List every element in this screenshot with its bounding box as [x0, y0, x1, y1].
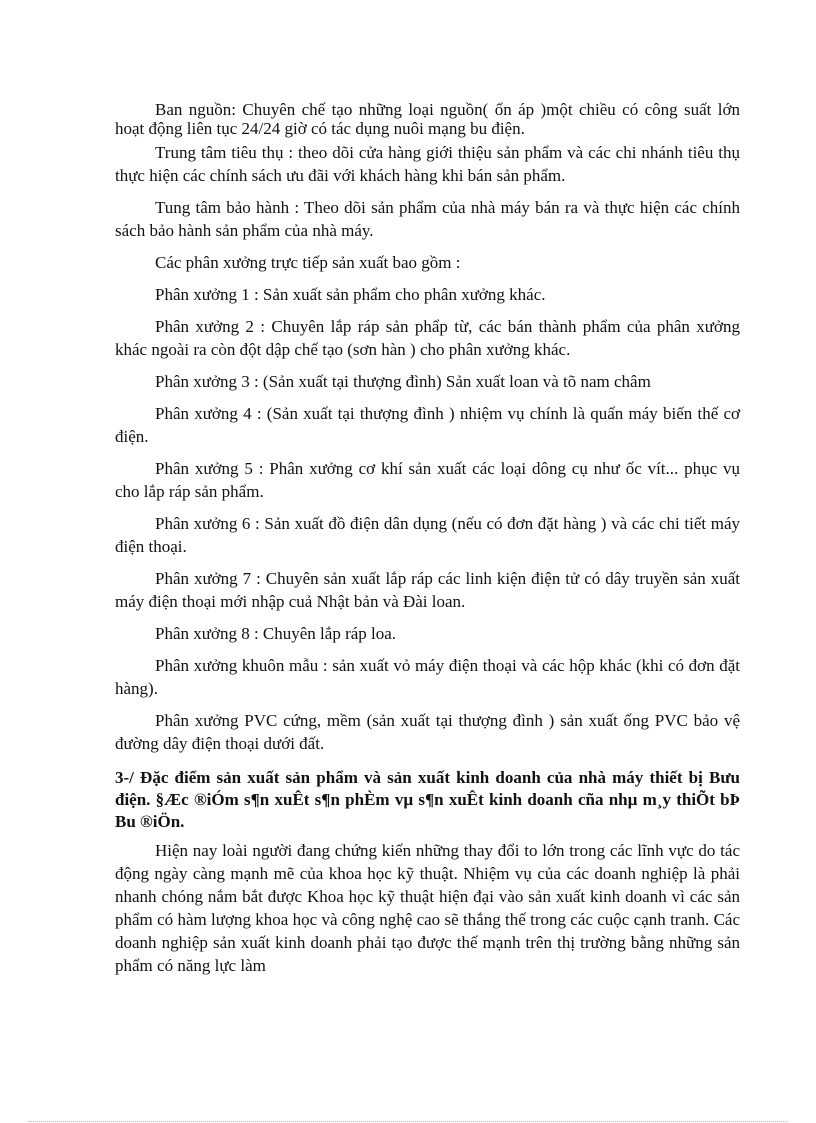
- paragraph-trung-tam-bao-hanh: Tung tâm bảo hành : Theo dõi sản phẩm của nhà máy bán ra và thực hiện các chính sách bảo hành sản phẩm của nhà máy.: [115, 198, 740, 240]
- paragraph-trung-tam-tieu-thu: Trung tâm tiêu thụ : theo dõi cửa hàng giới thiệu sản phẩm và các chi nhánh tiêu thụ thực hiện các chính sách ưu đãi với khách hàng khi bán sản phẩm.: [115, 143, 740, 185]
- paragraph-phan-xuong-3: Phân xưởng 3 : (Sản xuất tại thượng đình) Sản xuất loan và tõ nam châm: [155, 372, 651, 391]
- page-bottom-divider: [28, 1121, 788, 1122]
- document-page: [115, 100, 740, 986]
- paragraph-phan-xuong-6: Phân xưởng 6 : Sản xuất đồ điện dân dụng (nếu có đơn đặt hàng ) và các chi tiết máy điện thoại.: [115, 514, 740, 556]
- paragraph-phan-xuong-4: Phân xưởng 4 : (Sản xuất tại thượng đình ) nhiệm vụ chính là quấn máy biến thế cơ điện.: [115, 404, 740, 446]
- paragraph-phan-xuong-khuon-mau: Phân xưởng khuôn mẫu : sản xuất vỏ máy điện thoại và các hộp khác (khi có đơn đặt hàng).: [115, 656, 740, 698]
- paragraph-phan-xuong-7: Phân xưởng 7 : Chuyên sản xuất lắp ráp các linh kiện điện tử có dây truyền sản xuất máy điện thoại mới nhập cuả Nhật bản và Đài loan.: [115, 569, 740, 611]
- paragraph-phan-xuong-2: Phân xưởng 2 : Chuyên lắp ráp sản phẩp từ, các bán thành phẩm của phân xưởng khác ngoài ra còn đột dập chế tạo (sơn hàn ) cho phân xưởng khác.: [115, 317, 740, 359]
- paragraph-closing: Hiện nay loài người đang chứng kiến những thay đổi to lớn trong các lĩnh vực do tác động ngày càng mạnh mẽ của khoa học kỹ thuật. Nhiệm vụ của các doanh nghiệp là phải nhanh chóng nắm bắt được Khoa học kỹ thuật hiện đại vào sản xuất kinh doanh vì các sản phẩm có hàm lượng khoa học và công nghệ cao sẽ thắng thế trong các cuộc cạnh tranh. Các doanh nghiệp sản xuất kinh doanh phải tạo được thế mạnh trên thị trường bằng những sản phẩm có năng lực làm: [115, 841, 740, 975]
- section-heading: 3-/ Đặc điểm sản xuất sản phẩm và sản xuất kinh doanh của nhà máy thiết bị Bưu điện. §Æc ®iÓm s¶n xuÊt s¶n phÈm vµ s¶n xuÊt kinh doanh cña nhµ m¸y thiÕt bÞ Bu ®iÖn.: [115, 768, 740, 831]
- paragraph-phan-xuong-1: Phân xưởng 1 : Sản xuất sản phẩm cho phân xưởng khác.: [155, 285, 546, 304]
- paragraph-phan-xuong-5: Phân xưởng 5 : Phân xưởng cơ khí sản xuất các loại dông cụ như ốc vít... phục vụ cho lắp ráp sản phẩm.: [115, 459, 740, 501]
- paragraph-phan-xuong-pvc: Phân xưởng PVC cứng, mềm (sản xuất tại thượng đình ) sản xuất ống PVC bảo vệ đường dây điện thoại dưới đất.: [115, 711, 740, 753]
- paragraph-cac-phan-xuong: Các phân xưởng trực tiếp sản xuất bao gồm :: [155, 253, 461, 272]
- paragraph-phan-xuong-8: Phân xưởng 8 : Chuyên lắp ráp loa.: [155, 624, 397, 643]
- paragraph-ban-nguon: Ban nguồn: Chuyên chế tạo những loại nguồn( ổn áp )một chiều có công suất lớn hoạt động liên tục 24/24 giờ có tác dụng nuôi mạng bu điện.: [115, 100, 740, 138]
